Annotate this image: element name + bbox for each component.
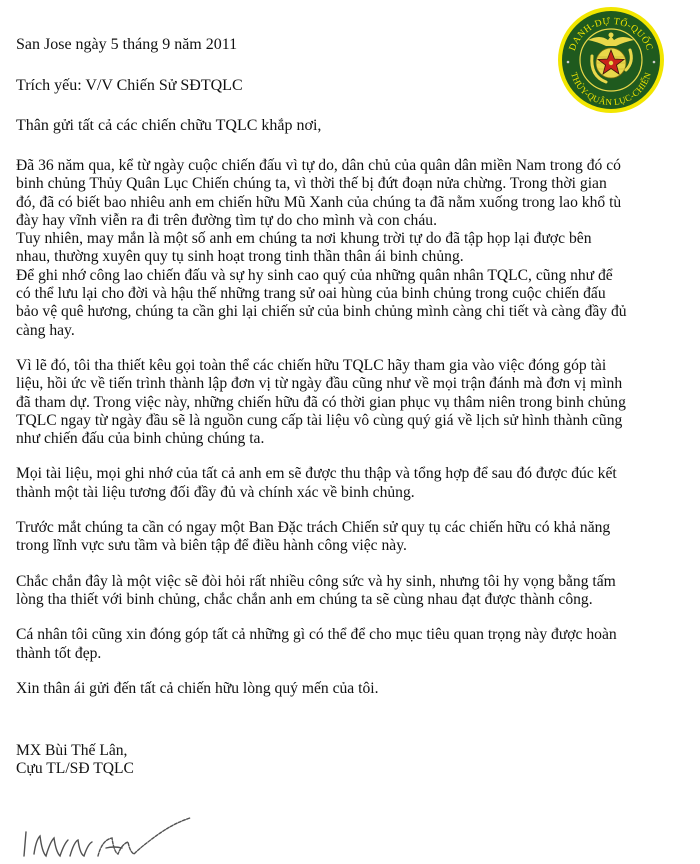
body-line: Mọi tài liệu, mọi ghi nhớ của tất cả anh em sẽ được thu thập và tổng hợp để sau đó được đúc kết (16, 465, 617, 483)
sender-title: Cựu TL/SĐ TQLC (16, 760, 134, 778)
body-line: như chiến đấu của binh chủng chúng ta. (16, 430, 265, 448)
body-line: Vì lẽ đó, tôi tha thiết kêu gọi toàn thể các chiến hữu TQLC hãy tham gia vào việc đóng góp tài (16, 356, 607, 374)
body-line: nhau, thường xuyên quy tụ sinh hoạt trong tinh thần thân ái binh chủng. (16, 248, 464, 266)
body-line: Đã 36 năm qua, kể từ ngày cuộc chiến đấu vì tự do, dân chủ của quân dân miền Nam trong đó có (16, 157, 621, 174)
paragraph-6 (16, 626, 686, 663)
body-line: Trước mắt chúng ta cần có ngay một Ban Đặc trách Chiến sử quy tụ các chiến hữu có khả năng (16, 519, 611, 537)
paragraph-2 (16, 357, 686, 448)
body-line: thành một tài liệu tương đối đầy đủ và chính xác về binh chủng. (16, 483, 415, 501)
body-line: Cá nhân tôi cũng xin đóng góp tất cả những gì có thể để cho mục tiêu quan trọng này được hoàn (16, 626, 617, 644)
letter-body (16, 157, 686, 715)
body-line: đã tham dự. Trong việc này, những chiến hữu đã có thời gian phục vụ thâm niên trong binh chủng (16, 393, 626, 411)
sender-name: MX Bùi Thế Lân, (16, 742, 128, 759)
body-line: binh chủng Thủy Quân Lục Chiến chúng ta, vì thời thế bị đứt đoạn nửa chừng. Trong thời gian (16, 175, 607, 193)
seal-top-text: DANH-DỰ TỔ-QUỐC (567, 16, 655, 53)
marine-corps-seal (548, 4, 674, 116)
body-line: Xin thân ái gửi đến tất cả chiến hữu lòng quý mến của tôi. (16, 679, 379, 697)
body-line: thành tốt đẹp. (16, 644, 102, 662)
body-line: đày hay vĩnh viễn ra đi trên đường tìm tự do cho mình và con cháu. (16, 211, 437, 229)
body-line: Để ghi nhớ công lao chiến đấu và sự hy sinh cao quý của những quân nhân TQLC, cũng như để (16, 266, 613, 284)
letter-date: San Jose ngày 5 tháng 9 năm 2011 (16, 36, 238, 53)
body-line: Tuy nhiên, may mắn là một số anh em chúng ta nơi khung trời tự do đã tập họp lại được bên (16, 230, 592, 248)
letter-greeting: Thân gửi tất cả các chiến chữu TQLC khắp nơi, (16, 117, 322, 134)
body-line: trong lĩnh vực sưu tầm và biên tập để điều hành công việc này. (16, 537, 407, 555)
paragraph-1 (16, 157, 686, 340)
letter-subject: Trích yếu: V/V Chiến Sử SĐTQLC (16, 77, 243, 94)
body-line: Chắc chắn đây là một việc sẽ đòi hỏi rất nhiều công sức và hy sinh, nhưng tôi hy vọng bằng tấm (16, 572, 616, 590)
body-line: đó, đã có biết bao nhiêu anh em chiến hữu Mũ Xanh của chúng ta đã nằm xuống trong lao khổ tù (16, 193, 622, 211)
handwritten-signature-icon (18, 812, 218, 862)
sender-block (16, 742, 134, 779)
seal-bottom-text: THỦY-QUÂN LỤC-CHIẾN (569, 70, 653, 108)
body-line: càng hay. (16, 321, 75, 339)
body-line: lòng tha thiết với binh chủng, chắc chắn anh em chúng ta sẽ cùng nhau đạt được thành công. (16, 590, 593, 608)
paragraph-5 (16, 573, 686, 610)
body-line: liệu, hồi ức về tiến trình thành lập đơn vị từ ngày đầu cũng như về mọi trận đánh mà đơn vị mình (16, 375, 623, 393)
paragraph-4 (16, 519, 686, 556)
paragraph-7 (16, 680, 686, 698)
body-line: TQLC ngay từ ngày đầu sẽ là nguồn cung cấp tài liệu vô cùng quý giá về lịch sử hình thành cũng (16, 411, 623, 429)
body-line: có thể lưu lại cho đời và hậu thế những trang sử oai hùng của binh chủng trong cuộc chiến đấu (16, 285, 606, 303)
paragraph-3 (16, 465, 686, 502)
body-line: bảo vệ quê hương, chúng ta cần ghi lại chiến sử của binh chủng mình càng chi tiết và càng đầy đủ (16, 303, 627, 321)
